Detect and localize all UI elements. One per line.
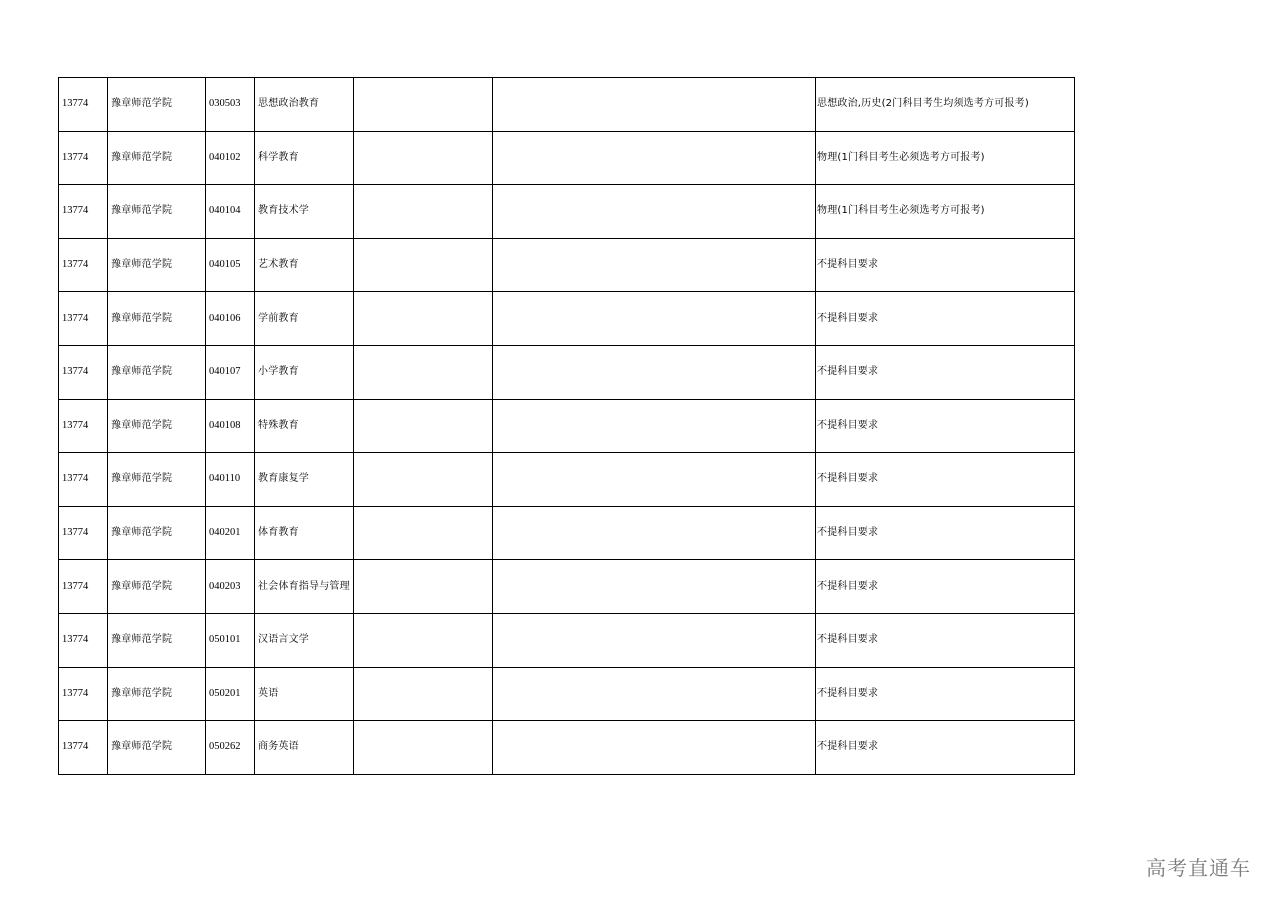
school-code-cell: 13774 [59, 399, 108, 453]
major-code-cell: 050201 [206, 667, 255, 721]
blank-cell [354, 131, 493, 185]
school-code-cell: 13774 [59, 131, 108, 185]
table-row [59, 131, 1075, 185]
major-name-cell: 学前教育 [255, 292, 354, 346]
school-code-cell: 13774 [59, 613, 108, 667]
subject-requirement-cell: 不提科目要求 [816, 345, 1075, 399]
table-row [59, 399, 1075, 453]
table-row [59, 185, 1075, 239]
subject-requirement-cell: 不提科目要求 [816, 292, 1075, 346]
school-code-cell: 13774 [59, 560, 108, 614]
school-name-cell: 豫章师范学院 [108, 185, 206, 239]
blank-cell [493, 131, 816, 185]
school-code-cell: 13774 [59, 238, 108, 292]
blank-cell [354, 506, 493, 560]
table-row [59, 506, 1075, 560]
school-code-cell: 13774 [59, 506, 108, 560]
table-row [59, 721, 1075, 775]
blank-cell [493, 292, 816, 346]
school-name-cell: 豫章师范学院 [108, 345, 206, 399]
major-name-cell: 特殊教育 [255, 399, 354, 453]
blank-cell [354, 238, 493, 292]
blank-cell [354, 345, 493, 399]
school-name-cell: 豫章师范学院 [108, 78, 206, 132]
school-name-cell: 豫章师范学院 [108, 292, 206, 346]
major-code-cell: 040108 [206, 399, 255, 453]
school-code-cell: 13774 [59, 345, 108, 399]
major-code-cell: 040201 [206, 506, 255, 560]
subject-requirement-cell: 不提科目要求 [816, 721, 1075, 775]
subject-requirement-cell: 物理(1门科目考生必须选考方可报考) [816, 131, 1075, 185]
blank-cell [493, 453, 816, 507]
major-code-cell: 040203 [206, 560, 255, 614]
blank-cell [493, 667, 816, 721]
blank-cell [354, 453, 493, 507]
school-name-cell: 豫章师范学院 [108, 721, 206, 775]
major-name-cell: 科学教育 [255, 131, 354, 185]
major-name-cell: 教育技术学 [255, 185, 354, 239]
major-code-cell: 040106 [206, 292, 255, 346]
table-row [59, 667, 1075, 721]
subject-requirement-cell: 不提科目要求 [816, 560, 1075, 614]
blank-cell [354, 399, 493, 453]
school-name-cell: 豫章师范学院 [108, 506, 206, 560]
school-code-cell: 13774 [59, 78, 108, 132]
major-name-cell: 英语 [255, 667, 354, 721]
table-row [59, 453, 1075, 507]
major-name-cell: 小学教育 [255, 345, 354, 399]
major-name-cell: 教育康复学 [255, 453, 354, 507]
major-code-cell: 050101 [206, 613, 255, 667]
school-name-cell: 豫章师范学院 [108, 453, 206, 507]
subject-requirement-cell: 物理(1门科目考生必须选考方可报考) [816, 185, 1075, 239]
school-name-cell: 豫章师范学院 [108, 613, 206, 667]
major-code-cell: 050262 [206, 721, 255, 775]
blank-cell [354, 613, 493, 667]
blank-cell [493, 560, 816, 614]
subject-requirement-cell: 不提科目要求 [816, 238, 1075, 292]
blank-cell [354, 667, 493, 721]
table-row [59, 613, 1075, 667]
blank-cell [493, 185, 816, 239]
blank-cell [493, 721, 816, 775]
school-name-cell: 豫章师范学院 [108, 238, 206, 292]
table-row [59, 238, 1075, 292]
school-code-cell: 13774 [59, 667, 108, 721]
blank-cell [354, 185, 493, 239]
major-code-cell: 040107 [206, 345, 255, 399]
school-code-cell: 13774 [59, 292, 108, 346]
subject-requirement-cell: 思想政治,历史(2门科目考生均须选考方可报考) [816, 78, 1075, 132]
subject-requirement-cell: 不提科目要求 [816, 613, 1075, 667]
blank-cell [354, 560, 493, 614]
blank-cell [493, 345, 816, 399]
subject-requirement-cell: 不提科目要求 [816, 399, 1075, 453]
major-name-cell: 商务英语 [255, 721, 354, 775]
school-name-cell: 豫章师范学院 [108, 667, 206, 721]
school-name-cell: 豫章师范学院 [108, 560, 206, 614]
major-name-cell: 思想政治教育 [255, 78, 354, 132]
blank-cell [493, 506, 816, 560]
table-row [59, 345, 1075, 399]
major-name-cell: 社会体育指导与管理 [255, 560, 354, 614]
table-row [59, 292, 1075, 346]
blank-cell [354, 721, 493, 775]
major-name-cell: 体育教育 [255, 506, 354, 560]
major-code-cell: 040102 [206, 131, 255, 185]
major-code-cell: 040104 [206, 185, 255, 239]
school-code-cell: 13774 [59, 721, 108, 775]
subject-requirement-cell: 不提科目要求 [816, 453, 1075, 507]
major-code-cell: 040110 [206, 453, 255, 507]
blank-cell [493, 238, 816, 292]
blank-cell [354, 292, 493, 346]
blank-cell [493, 399, 816, 453]
subject-requirement-cell: 不提科目要求 [816, 506, 1075, 560]
school-code-cell: 13774 [59, 185, 108, 239]
blank-cell [493, 613, 816, 667]
blank-cell [354, 78, 493, 132]
major-code-cell: 030503 [206, 78, 255, 132]
school-name-cell: 豫章师范学院 [108, 399, 206, 453]
major-name-cell: 艺术教育 [255, 238, 354, 292]
major-code-cell: 040105 [206, 238, 255, 292]
table-row [59, 78, 1075, 132]
school-code-cell: 13774 [59, 453, 108, 507]
blank-cell [493, 78, 816, 132]
major-name-cell: 汉语言文学 [255, 613, 354, 667]
school-name-cell: 豫章师范学院 [108, 131, 206, 185]
subject-requirements-table [58, 77, 1075, 775]
watermark-logo-text: 高考直通车 [1146, 856, 1251, 880]
table-body [59, 78, 1075, 775]
subject-requirement-cell: 不提科目要求 [816, 667, 1075, 721]
table-row [59, 560, 1075, 614]
